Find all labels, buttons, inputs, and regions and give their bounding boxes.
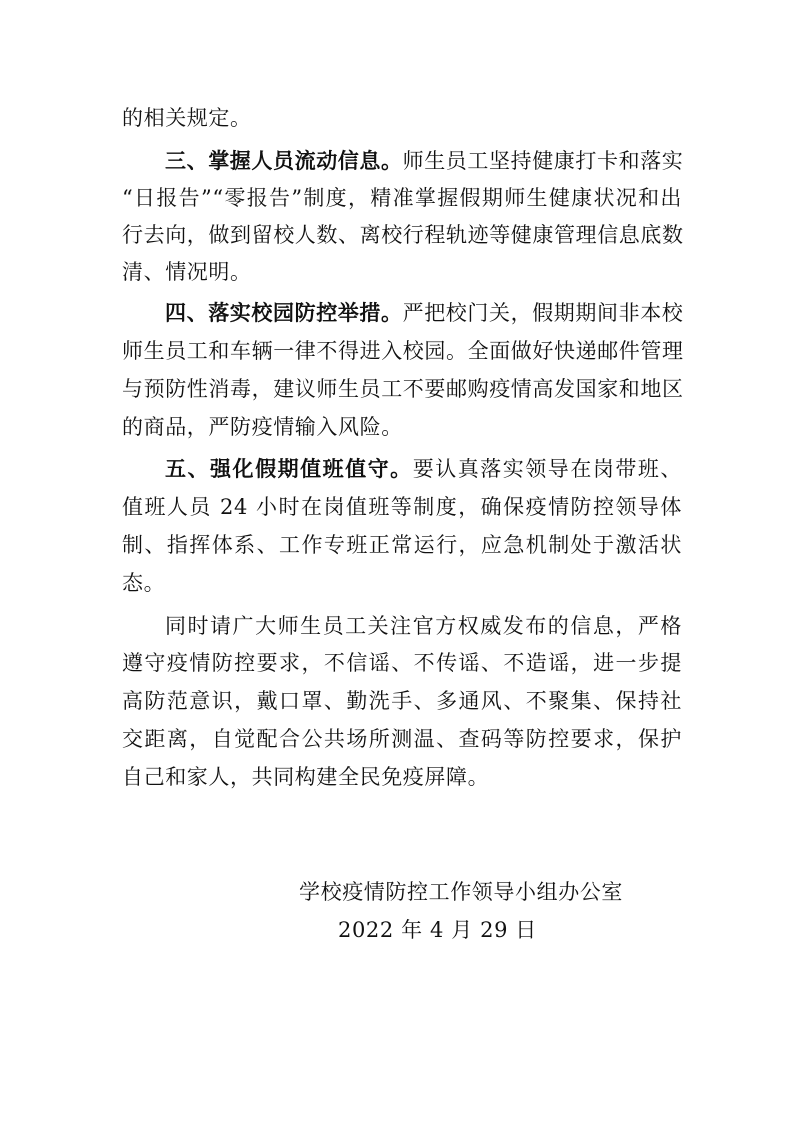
paragraph-line: 的商品，严防疫情输入风险。: [122, 415, 403, 439]
signature-date: 2022 年 4 月 29 日: [338, 918, 537, 942]
paragraph-line: [165, 298, 682, 328]
paragraph-line: “日报告”“零报告”制度，精准掌握假期师生健康状况和出: [122, 186, 682, 210]
paragraph-line: 态。: [122, 571, 166, 595]
paragraph-line: 行去向，做到留校人数、离校行程轨迹等健康管理信息底数: [122, 223, 684, 247]
paragraph-line: 同时请广大师生员工关注官方权威发布的信息，严格: [165, 614, 682, 638]
paragraph-line: 高防范意识，戴口罩、勤洗手、多通风、不聚集、保持社: [122, 689, 682, 713]
paragraph-text: 严把校门关，假期期间非本校: [402, 301, 684, 325]
paragraph-text: 要认真落实领导在岗带班、: [412, 457, 682, 481]
paragraph-line: 与预防性消毒，建议师生员工不要邮购疫情高发国家和地区: [122, 377, 684, 401]
section-heading: 五、强化假期值班值守。: [165, 457, 413, 481]
section-heading: 四、落实校园防控举措。: [165, 301, 403, 325]
signature-organization: 学校疫情防控工作领导小组办公室: [299, 880, 623, 904]
paragraph-line: [165, 454, 682, 484]
paragraph-line: 交距离，自觉配合公共场所测温、查码等防控要求，保护: [122, 727, 682, 751]
paragraph-line: 遵守疫情防控要求，不信谣、不传谣、不造谣，进一步提: [122, 651, 682, 675]
paragraph-line: [165, 146, 682, 176]
paragraph-line: 清、情况明。: [122, 260, 252, 284]
section-heading: 三、掌握人员流动信息。: [165, 149, 403, 173]
paragraph-line: 值班人员 24 小时在岗值班等制度，确保疫情防控领导体: [122, 495, 682, 519]
paragraph-line: 自己和家人，共同构建全民免疫屏障。: [122, 765, 490, 789]
paragraph-line: 师生员工和车辆一律不得进入校园。全面做好快递邮件管理: [122, 339, 684, 363]
paragraph-line: 制、指挥体系、工作专班正常运行，应急机制处于激活状: [122, 533, 682, 557]
paragraph-text: 师生员工坚持健康打卡和落实: [402, 149, 684, 173]
paragraph-line: 的相关规定。: [122, 106, 252, 130]
